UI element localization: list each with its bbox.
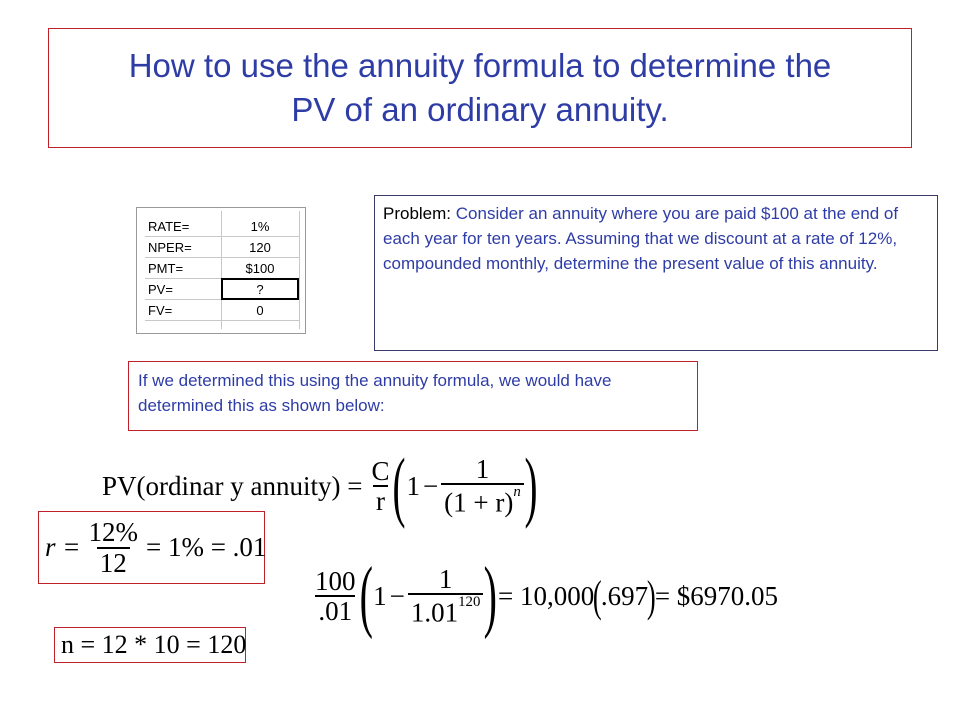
note-box — [128, 361, 698, 431]
spreadsheet-row-rate — [145, 217, 299, 237]
formula-minus: − — [422, 470, 439, 501]
cell-value: 120 — [249, 240, 271, 255]
spreadsheet-snippet — [136, 207, 306, 334]
cell-label: RATE= — [148, 219, 190, 234]
formula-one-plus-r: (1 + r) — [444, 487, 514, 518]
formula-c-over-r — [368, 457, 392, 516]
pv-calculation — [312, 550, 778, 642]
formula-exponent-n: n — [513, 484, 521, 501]
rate-result: = 1% = .01 — [145, 532, 267, 562]
problem-text: Consider an annuity where you are paid $100 at the end of each year for ten years. Assuming that we discount at a rate of 12%, compounded monthly, determine the present value of this annuity. — [383, 204, 899, 273]
formula-discount-fraction — [441, 455, 524, 517]
spreadsheet-row-nper — [145, 238, 299, 258]
right-paren: ) — [524, 442, 538, 529]
calc-one: 1 — [373, 580, 387, 611]
rate-lhs: r = — [45, 532, 81, 562]
cell-label: PMT= — [148, 261, 184, 276]
rate-numerator: 12% — [88, 517, 138, 548]
calc-eq1: = 10,000 — [498, 580, 595, 611]
spreadsheet-row-fv — [145, 301, 299, 321]
formula-one: 1 — [406, 470, 420, 501]
selected-cell[interactable] — [221, 278, 299, 300]
formula-c: C — [371, 455, 390, 486]
formula-denominator — [441, 483, 524, 517]
calc-numerator: 100 — [315, 565, 356, 596]
calc-exponent: 120 — [458, 594, 481, 611]
calc-denominator: .01 — [315, 595, 355, 625]
cell-value: 1% — [250, 219, 270, 234]
rate-denominator: 12 — [97, 547, 130, 577]
calc-inner-numerator: 1 — [438, 563, 453, 594]
cell-label: PV= — [148, 282, 173, 297]
n-equation-box — [54, 627, 246, 663]
spreadsheet-row-pmt — [145, 259, 299, 279]
problem-label: Problem: — [383, 204, 452, 223]
left-paren: ( — [392, 442, 406, 529]
n-equation: n = 12 * 10 = 120 — [61, 630, 247, 659]
cell-label: NPER= — [148, 240, 192, 255]
cell-value: $100 — [245, 261, 275, 276]
calc-right-paren: ) — [484, 551, 498, 640]
spreadsheet-column-divider — [299, 211, 300, 329]
rate-equation-box — [38, 511, 265, 584]
cell-value: ? — [256, 282, 264, 297]
slide-title — [48, 28, 912, 148]
calc-inner-denominator — [408, 593, 484, 627]
factor-right-paren: ) — [647, 571, 656, 621]
formula-r: r — [373, 485, 388, 515]
slide-title-line-2: PV of an ordinary annuity. — [291, 91, 669, 128]
slide-title-line-1: How to use the annuity formula to determine the — [128, 47, 832, 84]
note-text: If we determined this using the annuity formula, we would have determined this as shown below: — [138, 371, 612, 415]
calc-left-paren: ( — [359, 551, 373, 640]
cell-value: 0 — [256, 303, 264, 318]
formula-lhs: PV(ordinar y annuity) = — [102, 470, 363, 501]
calc-payment-over-rate — [312, 567, 359, 626]
calc-minus: − — [389, 580, 405, 611]
calc-base: 1.01 — [410, 597, 459, 628]
rate-fraction — [85, 518, 141, 577]
cell-label: FV= — [148, 303, 173, 318]
factor-left-paren: ( — [593, 571, 602, 621]
problem-box — [374, 195, 938, 351]
formula-one-numerator: 1 — [475, 453, 490, 484]
calc-result: = $6970.05 — [654, 580, 779, 611]
calc-discount-fraction — [408, 565, 484, 627]
calc-factor: .697 — [600, 580, 649, 611]
